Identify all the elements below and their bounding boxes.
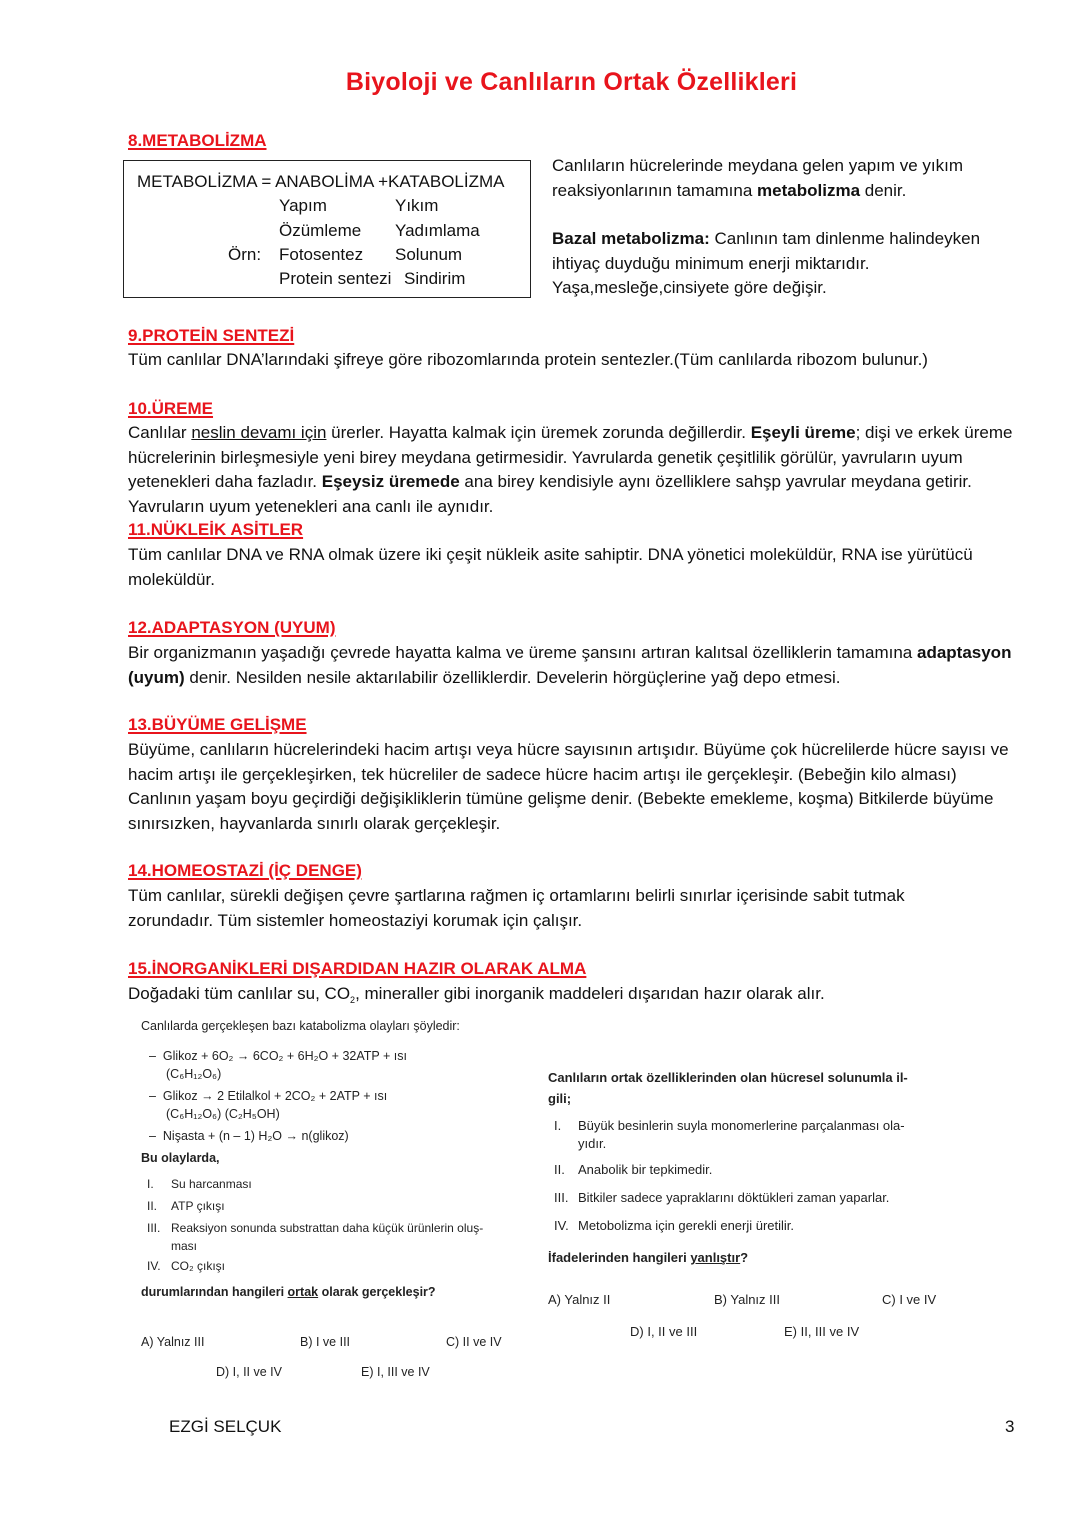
text: durumlarından hangileri [141, 1285, 288, 1299]
item-number: IV. [147, 1259, 161, 1273]
section-text: Tüm canlılar DNA ve RNA olmak üzere iki çeşit nükleik asite sahiptir. DNA yönetici moleküldür, RNA ise yürütücü moleküldür. [128, 545, 973, 589]
q2-option-b[interactable]: B) Yalnız III [714, 1292, 780, 1307]
item-list [548, 1117, 948, 1237]
q1-option-c[interactable]: C) II ve IV [446, 1335, 502, 1349]
reaction-equation: Glikoz → 2 Etilalkol + 2CO₂ + 2ATP + ısı [162, 1089, 388, 1103]
reaction-formula: (C₆H₁₂O₆) (C₂H₅OH) [166, 1107, 280, 1121]
section-text [128, 982, 1018, 1013]
text: Canlılar [128, 423, 192, 442]
box-cell: Sindirim [404, 269, 466, 288]
q1-option-e[interactable]: E) I, III ve IV [361, 1365, 430, 1379]
text: denir. Nesilden nesile aktarılabilir özelliklerdir. Develerin hörgüçlerine yağ depo etmesi. [184, 667, 841, 687]
question-intro: Canlılarda gerçekleşen bazı katabolizma olayları şöyledir: [141, 1019, 460, 1033]
text: olarak gerçekleşir? [318, 1285, 436, 1299]
bold-term: Eşeyli üreme [750, 423, 856, 442]
list-item [554, 1117, 948, 1153]
reaction-equation: Glikoz + 6O₂ → 6CO₂ + 6H₂O + 32ATP + ısı [162, 1049, 407, 1063]
item-text: Su harcanması [171, 1177, 252, 1191]
list-item [147, 1219, 531, 1255]
q2-option-d[interactable]: D) I, II ve III [630, 1324, 698, 1339]
question-lead: Bu olaylarda, [141, 1151, 220, 1165]
text: ? [740, 1250, 749, 1265]
bold-term: metabolizma [757, 180, 861, 200]
item-text: Anabolik bir tepkimedir. [578, 1162, 713, 1177]
question-2 [548, 1067, 948, 1267]
bazal-metabolism-text [552, 227, 1022, 301]
item-text: Bitkiler sadece yapraklarını döktükleri zaman yaparlar. [578, 1190, 890, 1205]
section-heading-ureme: 10.ÜREME [128, 399, 214, 418]
item-text: Reaksiyon sonunda substrattan daha küçük ürünlerin oluş- [171, 1221, 484, 1235]
box-cell: Protein sentezi [279, 269, 392, 288]
q1-option-b[interactable]: B) I ve III [300, 1335, 351, 1349]
box-label: Örn: [228, 245, 262, 264]
item-list [141, 1173, 531, 1277]
text: denir. [860, 180, 907, 200]
text: Doğadaki tüm canlılar su, CO [128, 984, 351, 1003]
bold-term: Bazal metabolizma: [552, 229, 710, 248]
item-text: Büyük besinlerin suyla monomerlerine parçalanması ola- [578, 1118, 905, 1133]
underlined-term: ortak [287, 1285, 319, 1299]
metabolism-definition [552, 154, 1012, 203]
item-number: I. [147, 1177, 154, 1191]
item-number: III. [554, 1190, 569, 1205]
question-1 [141, 1017, 531, 1301]
question-stem [548, 1067, 948, 1109]
list-item [147, 1173, 531, 1195]
item-number: IV. [554, 1218, 569, 1233]
text: gili; [548, 1091, 572, 1106]
item-number: II. [554, 1162, 565, 1177]
list-item [147, 1255, 531, 1277]
q1-option-a[interactable]: A) Yalnız III [141, 1335, 205, 1349]
section-heading-protein-sentezi: 9.PROTEİN SENTEZİ [128, 326, 295, 345]
list-item [147, 1195, 531, 1217]
section-text: Tüm canlılar, sürekli değişen çevre şartlarına rağmen iç ortamlarını belirli sınırlar içerisinde sabit tutmak zorundadır. Tüm sistemler homeostaziyi korumak için çalışır. [128, 886, 905, 930]
section-text [128, 421, 1018, 519]
reaction-list [141, 1047, 531, 1145]
list-item [554, 1159, 948, 1181]
text: ana birey kendisiyle aynı özelliklere sahşp yavrular meydana getirir. Yavruların uyum yetenekleri ana canlı ile aynıdır. [128, 472, 972, 516]
section-text: Tüm canlılar DNA’larındaki şifreye göre ribozomlarında protein sentezler.(Tüm canlılarda ribozom bulunur.) [128, 350, 928, 369]
box-cell: Fotosentez [279, 245, 364, 264]
item-text: ATP çıkışı [171, 1199, 225, 1213]
item-text: ması [171, 1239, 198, 1253]
item-text: Metobolizma için gerekli enerji üretilir. [578, 1218, 795, 1233]
item-number: III. [147, 1221, 161, 1235]
section-heading-nukleik-asitler: 11.NÜKLEİK ASİTLER [128, 520, 304, 539]
question-ask [548, 1249, 948, 1267]
section-text [128, 641, 1018, 690]
q2-option-a[interactable]: A) Yalnız II [548, 1292, 611, 1307]
text: Canlının tam dinlenme halindeyken ihtiyaç duyduğu minimum enerji miktarıdır. [552, 229, 981, 273]
bold-term: adaptasyon (uyum) [128, 643, 1012, 687]
text: Canlıların hücrelerinde meydana gelen yapım ve yıkım reaksiyonlarının tamamına [552, 156, 964, 200]
text: ; dişi ve erkek üreme hücrelerinin birleşmesiyle yeni birey meydana getirmesidir. Yavrularda genetik çeşitlilik görülür, yavruların uyum yetenekleri daha fazladır. [128, 423, 1013, 491]
box-cell: Solunum [395, 245, 463, 264]
q2-option-c[interactable]: C) I ve IV [882, 1292, 937, 1307]
reaction: – Glikoz + 6O₂ → 6CO₂ + 6H₂O + 32ATP + ısı [149, 1049, 407, 1063]
text: ürerler. Hayatta kalmak için üremek zorunda değillerdir. [326, 423, 751, 442]
section-heading-adaptasyon: 12.ADAPTASYON (UYUM) [128, 618, 336, 637]
item-text: yıdır. [578, 1136, 607, 1151]
item-number: I. [554, 1118, 562, 1133]
list-item [554, 1215, 948, 1237]
page-number: 3 [1005, 1417, 1015, 1436]
question-ask [141, 1283, 531, 1301]
text: , mineraller gibi inorganik maddeleri dışarıdan hazır olarak alır. [355, 984, 825, 1003]
reaction: – Nişasta + (n – 1) H₂O → n(glikoz) [149, 1129, 349, 1143]
section-heading-homeostazi: 14.HOMEOSTAZİ (İÇ DENGE) [128, 861, 362, 880]
section-heading-metabolizma: 8.METABOLİZMA [128, 131, 267, 150]
underlined-term: yanlıştır [690, 1250, 741, 1265]
item-number: II. [147, 1199, 158, 1213]
q2-option-e[interactable]: E) II, III ve IV [784, 1324, 860, 1339]
reaction-formula: (C₆H₁₂O₆) [166, 1067, 222, 1081]
section-text: Büyüme, canlıların hücrelerindeki hacim artışı veya hücre sayısının artışıdır. Büyüme çok hücrelilerde hücre sayısı ve hacim artışı ile gerçekleşirken, tek hücreliler de sadece hücre hacim artışı ile gerçekleşir. (Bebeğin kilo alması) Canlının yaşam boyu geçirdiği değişikliklerin tümüne gelişme denir. (Bebekte emekleme, koşma) Bitkilerde büyüme sınırsızken, hayvanlarda sınırlı olarak gerçekleşir. [128, 740, 1009, 833]
box-cell: Yıkım [395, 196, 439, 215]
section-heading-buyume-gelisme: 13.BÜYÜME GELİŞME [128, 715, 307, 734]
metabolism-formula-box [123, 160, 531, 298]
page-title: Biyoloji ve Canlıların Ortak Özellikleri [345, 68, 798, 96]
bold-term: Eşeysiz üremede [321, 472, 460, 491]
text: Yaşa,mesleğe,cinsiyete göre değişir. [552, 278, 827, 297]
underlined-term: neslin devamı için [191, 423, 327, 442]
subscript: 2 [350, 995, 356, 1005]
list-item [554, 1187, 948, 1209]
footer-author: EZGİ SELÇUK [169, 1417, 282, 1436]
box-cell: Yapım [279, 196, 327, 215]
box-cell: Yadımlama [395, 221, 480, 240]
q1-option-d[interactable]: D) I, II ve IV [216, 1365, 282, 1379]
section-heading-inorganik: 15.İNORGANİKLERİ DIŞARDIDAN HAZIR OLARAK ALMA [128, 959, 587, 978]
text: Bir organizmanın yaşadığı çevrede hayatta kalma ve üreme şansını artıran kalıtsal özelliklerin tamamına [128, 643, 917, 662]
formula-line: METABOLİZMA = ANABOLİMA +KATABOLİZMA [137, 172, 505, 191]
text: Canlıların ortak özelliklerinden olan hücresel solunumla il- [548, 1070, 908, 1085]
text: İfadelerinden hangileri [548, 1250, 691, 1265]
box-cell: Özümleme [279, 221, 362, 240]
reaction-equation: Nişasta + (n – 1) H₂O → n(glikoz) [162, 1129, 349, 1143]
item-text: CO₂ çıkışı [171, 1259, 225, 1273]
reaction: – Glikoz → 2 Etilalkol + 2CO₂ + 2ATP + ısı [149, 1089, 388, 1103]
